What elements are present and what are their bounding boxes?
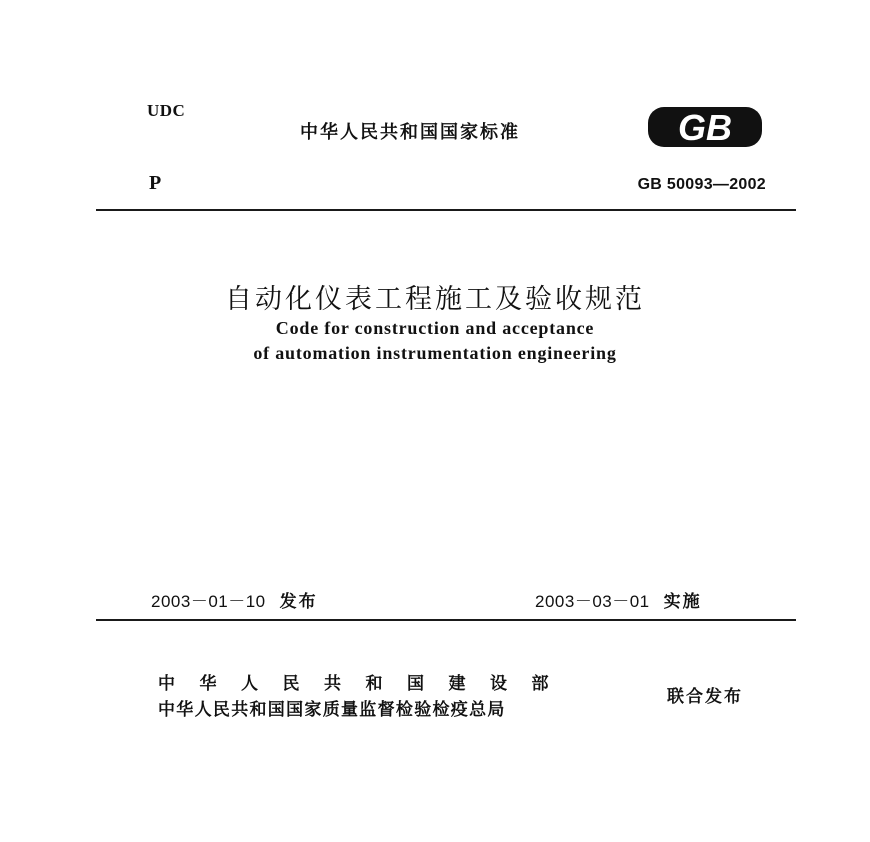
header-divider [96, 209, 796, 211]
implement-label: 实施 [663, 592, 702, 612]
issue-date-block [151, 587, 318, 612]
category-letter: P [149, 172, 162, 194]
issuer-ministry: 中华人民共和国建设部 [158, 674, 573, 694]
implement-date: 2003－03－01 [535, 592, 650, 611]
national-standard-title: 中华人民共和国国家标准 [300, 122, 520, 143]
joint-issue-label: 联合发布 [667, 687, 743, 707]
title-chinese: 自动化仪表工程施工及验收规范 [225, 284, 645, 315]
udc-label: UDC [147, 101, 186, 120]
title-english-line1: Code for construction and acceptance [275, 318, 595, 338]
footer-divider [96, 619, 796, 621]
svg-text:GB: GB [678, 107, 732, 148]
issue-label: 发布 [279, 592, 318, 612]
implement-date-block [535, 587, 702, 612]
issuer-aqsiq: 中华人民共和国国家质量监督检验检疫总局 [158, 700, 506, 720]
issue-date: 2003－01－10 [151, 592, 266, 611]
title-english-line2: of automation instrumentation engineering [253, 343, 617, 363]
standard-number: GB 50093—2002 [637, 176, 766, 193]
gb-logo-icon [646, 105, 764, 149]
